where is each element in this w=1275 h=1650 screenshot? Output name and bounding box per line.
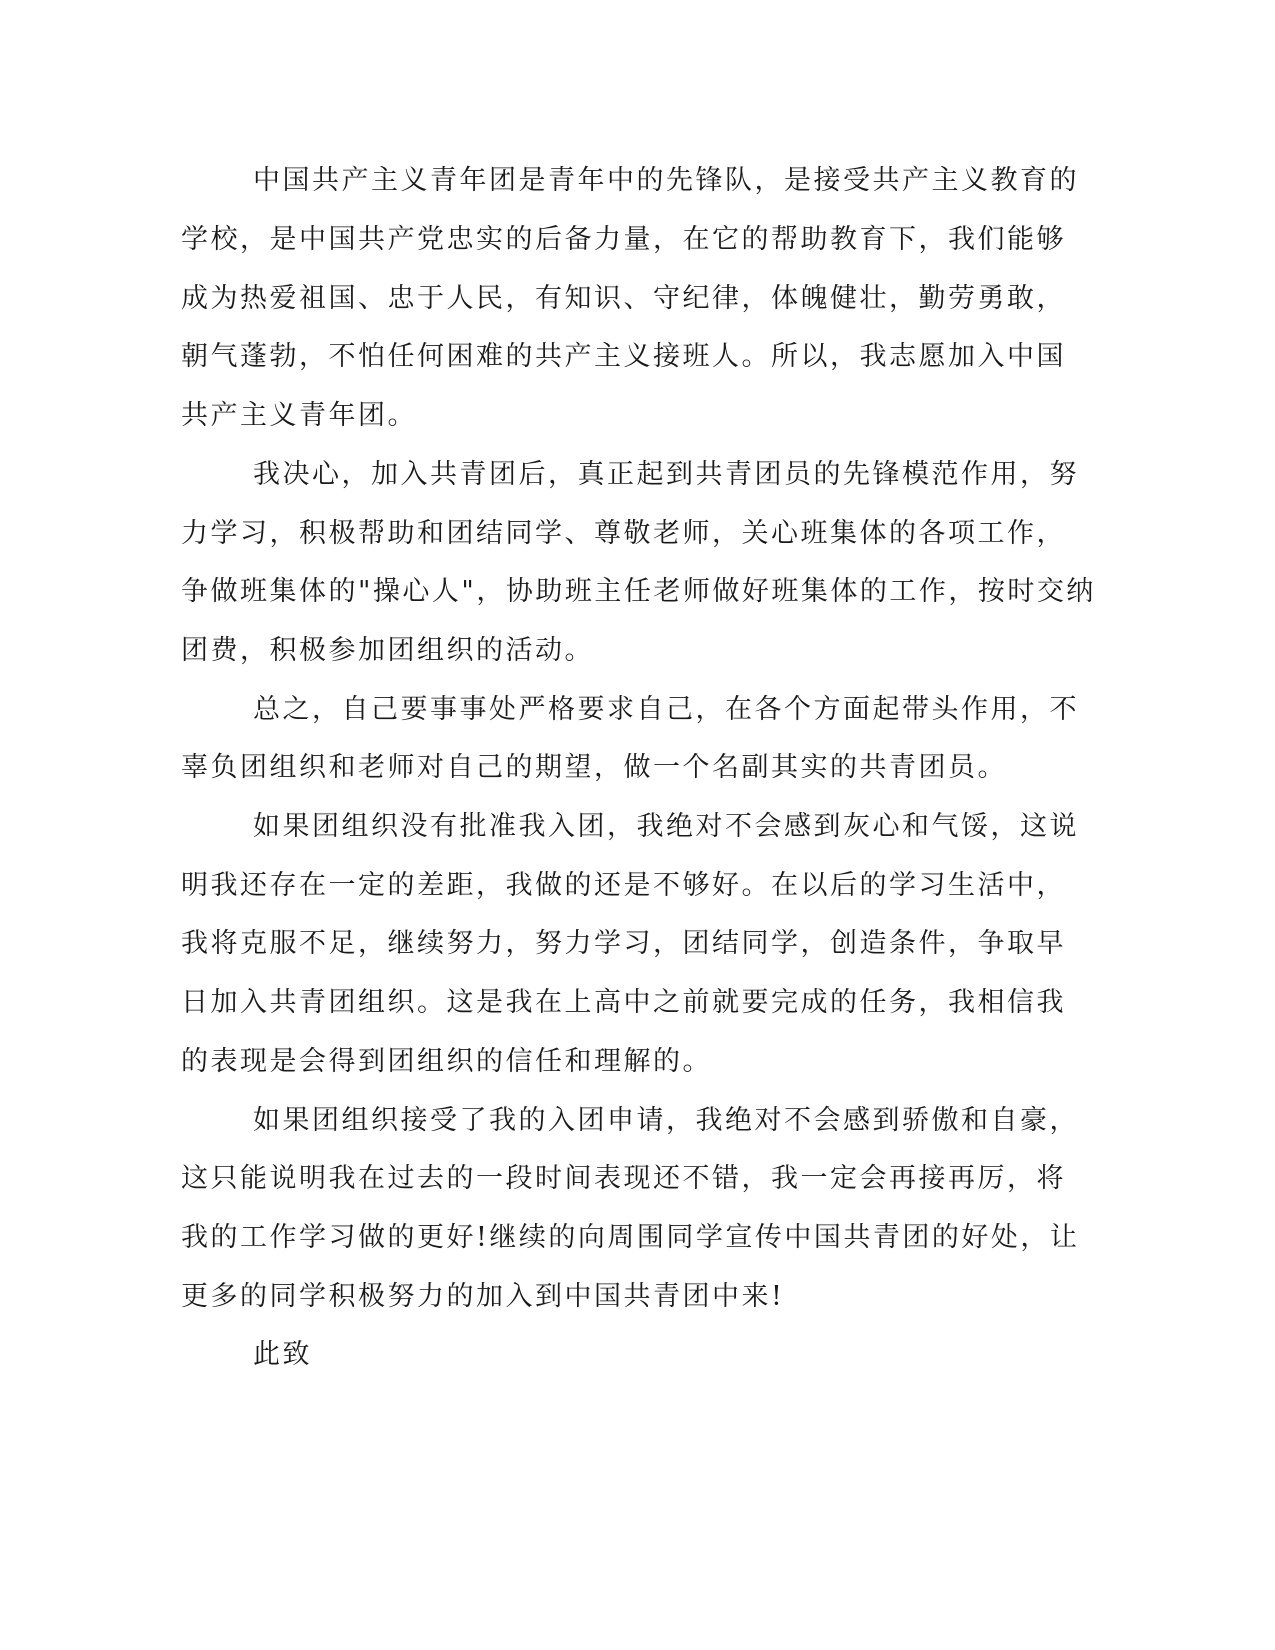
- paragraph-2-line-4: 团费，积极参加团组织的活动。: [181, 635, 594, 666]
- paragraph-5-line-3: 我的工作学习做的更好!继续的向周围同学宣传中国共青团的好处，让: [181, 1222, 1080, 1253]
- paragraph-1-line-1: 中国共产主义青年团是青年中的先锋队，是接受共产主义教育的: [253, 165, 1079, 196]
- paragraph-2-line-2: 力学习，积极帮助和团结同学、尊敬老师，关心班集体的各项工作，: [181, 518, 1066, 549]
- paragraph-4-line-4: 日加入共青团组织。这是我在上高中之前就要完成的任务，我相信我: [181, 987, 1066, 1018]
- paragraph-2-line-3: 争做班集体的"操心人"，协助班主任老师做好班集体的工作，按时交纳: [181, 576, 1096, 607]
- paragraph-3-line-2: 辜负团组织和老师对自己的期望，做一个名副其实的共青团员。: [181, 752, 1007, 783]
- paragraph-1-line-5: 共产主义青年团。: [181, 400, 417, 431]
- paragraph-5-line-4: 更多的同学积极努力的加入到中国共青团中来!: [181, 1281, 785, 1312]
- paragraph-3-line-1: 总之，自己要事事处严格要求自己，在各个方面起带头作用，不: [253, 694, 1079, 725]
- paragraph-5-line-2: 这只能说明我在过去的一段时间表现还不错，我一定会再接再厉，将: [181, 1163, 1066, 1194]
- paragraph-2-line-1: 我决心，加入共青团后，真正起到共青团员的先锋模范作用，努: [253, 459, 1079, 490]
- paragraph-4-line-1: 如果团组织没有批准我入团，我绝对不会感到灰心和气馁，这说: [253, 811, 1079, 842]
- paragraph-1-line-4: 朝气蓬勃，不怕任何困难的共产主义接班人。所以，我志愿加入中国: [181, 341, 1066, 372]
- paragraph-1-line-3: 成为热爱祖国、忠于人民，有知识、守纪律，体魄健壮，勤劳勇敢，: [181, 283, 1066, 314]
- paragraph-1-line-2: 学校，是中国共产党忠实的后备力量，在它的帮助教育下，我们能够: [181, 224, 1066, 255]
- closing-salutation: 此致: [253, 1339, 312, 1370]
- paragraph-5-line-1: 如果团组织接受了我的入团申请，我绝对不会感到骄傲和自豪，: [253, 1105, 1079, 1136]
- paragraph-4-line-5: 的表现是会得到团组织的信任和理解的。: [181, 1046, 712, 1077]
- paragraph-4-line-3: 我将克服不足，继续努力，努力学习，团结同学，创造条件，争取早: [181, 928, 1066, 959]
- paragraph-4-line-2: 明我还存在一定的差距，我做的还是不够好。在以后的学习生活中，: [181, 870, 1066, 901]
